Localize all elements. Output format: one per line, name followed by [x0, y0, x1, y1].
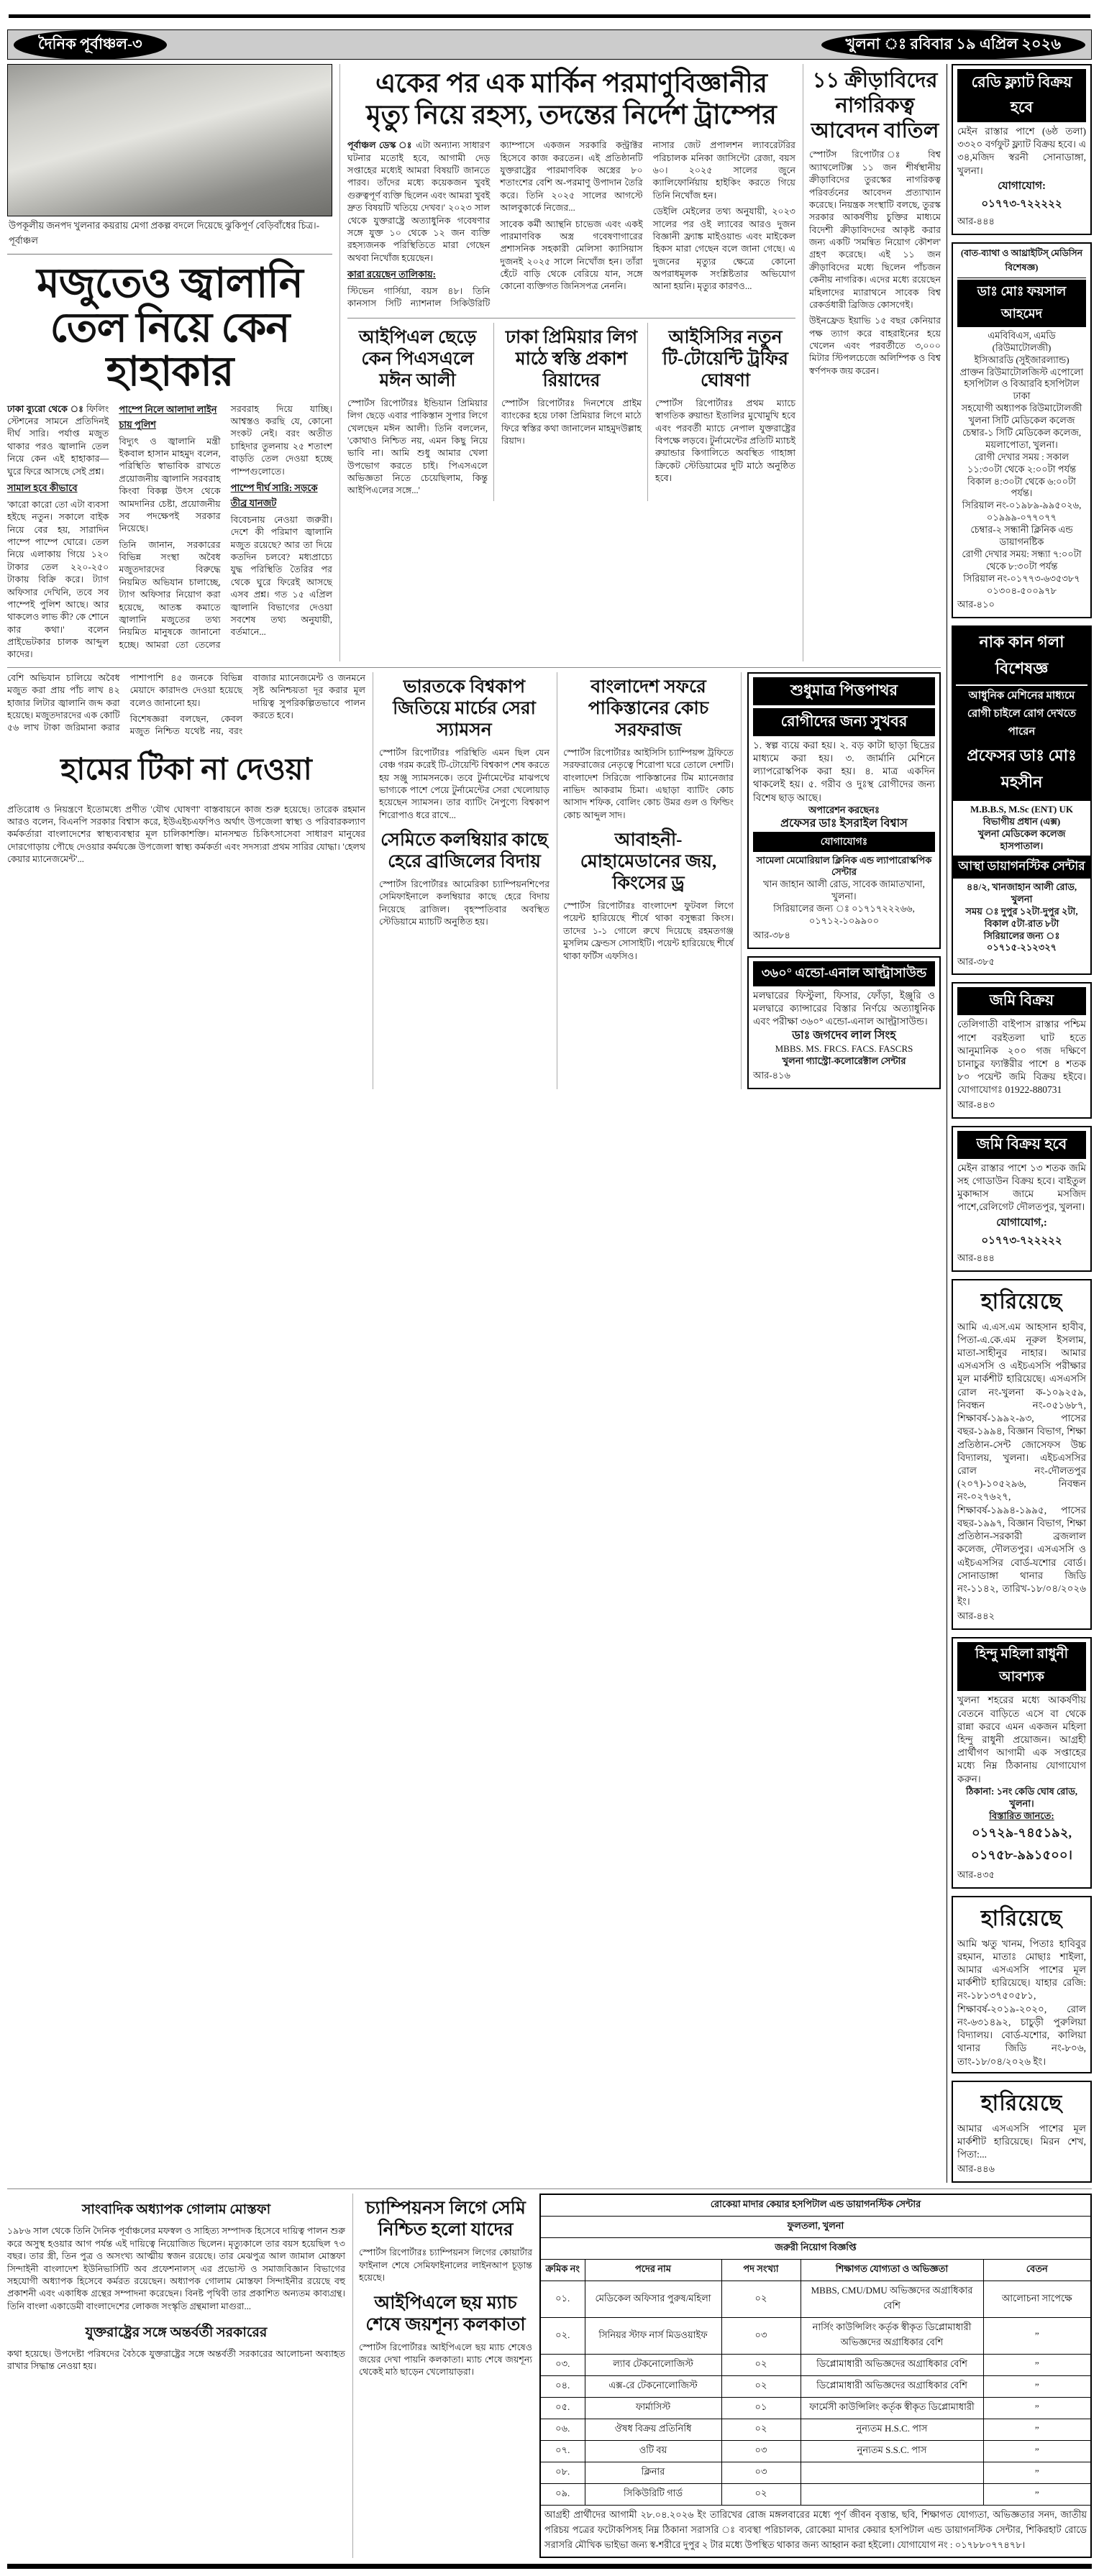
- cell-qualification: MBBS, CMU/DMU অভিজ্ঞদের অগ্রাধিকার বেশি: [801, 2281, 983, 2318]
- gallstone-ad-body: ১. স্বল্প ব্যয়ে করা হয়। ২. বড় কাটা ছাড়া ছিদ্রের মাধ্যমে করা হয়। ৩. জার্মানি মেশিনে ল্যাপরোস্কপিক করা হয়। ৪. মাত্র একদিন থাকলেই হয়। ৫. গরীব ও দুঃস্থ রোগীদের জন্য বিশেষ ছাড় আছে।: [753, 739, 935, 803]
- riyad-body: স্পোর্টস রিপোর্টারঃ দিনশেষে প্রাইম ব্যাংকের হয়ে ঢাকা প্রিমিয়ার লিগে মাঠে ফিরে স্বস্তির কথা জানালেন মাহমুদউল্লাহ রিয়াদ।: [501, 398, 642, 446]
- samson-brazil-column: [373, 672, 550, 1089]
- dr-faisal-detail-line: খুলনা সিটি মেডিকেল কলেজ: [968, 415, 1075, 426]
- gallstone-ad: [747, 672, 941, 949]
- measles-p1: প্রতিরোধ ও নিয়ন্ত্রণে ইতোমধ্যে প্রণীত 'যৌথ ঘোষণা' বাস্তবায়নে কাজ শুরু হয়েছে। তারেক রহমান আরও বলেন, বিএনপি সরকার বিশ্বাস করে, ইউএইচএফপিও অর্থাৎ উপজেলা স্বাস্থ্য ও পরিবারকল্যাণ কর্মকর্তারা বাংলাদেশের স্বাস্থ্যব্যবস্থার মূল চালিকাশক্তি। মানসম্মত চিকিৎসাসেবা সাধারণ মানুষের দোরগোড়ায় পৌছে দেওয়ার কর্মযজ্ঞে উপজেলা স্বাস্থ্য কর্মকর্তা এবং সদস্যরা প্রথম সারির যোদ্ধা। 'হেলথ কেয়ার ম্যানেজমেন্ট'...: [7, 804, 365, 865]
- cell-serial: ০৪.: [540, 2376, 585, 2398]
- cell-salary: ”: [983, 2398, 1091, 2419]
- land-sale-1-body: তেলিগাতী বাইপাস রাস্তার পশ্চিম পাশে বরইতলা ঘাট হতে আনুমানিক ২০০ গজ দক্ষিণে চানাচুর ফ্যাক্টরীর পাশে ৪ শতক ৮০ পয়েন্ট জমি বিক্রয় হইবে। যোগাযোগঃ 01922-880731: [957, 1019, 1086, 1096]
- dr-mohsin-detail-line: M.B.B.S, M.Sc (ENT) UK: [970, 804, 1073, 815]
- lost-1-title: হারিয়েছে: [980, 1289, 1063, 1314]
- job-table-header-row: [540, 2260, 1091, 2281]
- land-sale-ad-2: [952, 1126, 1092, 1272]
- athlete-p1: স্পোর্টস রিপোর্টার ঃ বিশ্ব অ্যাথলেটিক্স ১১ জন শীর্ষস্থানীয় ক্রীড়াবিদের তুরস্কের নাগরিকত্ব পরিবর্তনের আবেদন প্রত্যাখ্যান করেছে। নিয়ন্ত্রক সংস্থাটি বলছে, তুরস্ক সরকার আকর্ষণীয় চুক্তির মাধ্যমে বিদেশী ক্রীড়াবিদদের আকৃষ্ট করার জন্য একটি 'সমন্বিত নিয়োগ কৌশল' গ্রহণ করেছে। এই ১১ জন ক্রীড়াবিদের মধ্যে ছিলেন পাঁচজন কেনীয় নাগরিক। এদের মধ্যে রয়েছেন মহিলাদের ম্যারাথনে সাবেক বিশ্ব রেকর্ডধারী ব্রিজিড কোসগেই।: [809, 150, 941, 310]
- job-table-row: [540, 2419, 1091, 2441]
- cell-salary: ”: [983, 2318, 1091, 2355]
- lost-1-body: আমি এ.এস.এম আহসান হাবীব, পিতা-এ.কে.এম নূরুল ইসলাম, মাতা-সাহীনুর নাহার। আমার এসএসসি ও এইচএসসি পরীক্ষার মূল মার্কশীট হারিয়েছে। এসএসসি রোল নং-খুলনা ক-১০৯২৫৯, নিবন্ধন নং-০৫১৬৮৭, শিক্ষাবর্ষ-১৯৯২-৯৩, পাসের বছর-১৯৯৪, বিজ্ঞান বিভাগ, শিক্ষা প্রতিষ্ঠান-সেন্ট জোসেফস উচ্চ বিদ্যালয়, খুলনা। এইচএসসির রোল নং-দৌলতপুর (২০৭)-১০৫২৯৬, নিবন্ধন নং-০২৭৬২৭, শিক্ষাবর্ষ-১৯৯৪-১৯৯৫, পাসের বছর-১৯৯৭, বিজ্ঞান বিভাগ, শিক্ষা প্রতিষ্ঠান-সরকারী ব্রজলাল কলেজ, দৌলতপুর। এসএসসি ও এইচএসসির বোর্ড-যশোর বোর্ড। সোনাডাঙ্গা থানার জিডি নং-১১৪২, তারিখ-১৮/০৪/২০২৬ ইং।: [957, 1321, 1086, 1608]
- lost-notice-ad-2: [952, 1896, 1092, 2073]
- dr-mohsin-detail-line: বিভাগীয় প্রধান (এক্স): [982, 816, 1061, 828]
- asta-diagnostic-line: সময় ঃ দুপুর ১২টা-দুপুর ২টা, বিকাল ৫টা-রাত ৮টা: [965, 905, 1078, 929]
- cell-post: ঔষধ বিক্রয় প্রতিনিধি: [585, 2419, 721, 2441]
- col-header-count: পদ সংখ্যা: [721, 2260, 801, 2281]
- cell-serial: ০১.: [540, 2281, 585, 2318]
- cell-count: ০২: [721, 2484, 801, 2506]
- job-notice-subtitle: জরুরী নিয়োগ বিজ্ঞপ্তি: [540, 2238, 1091, 2260]
- fuel-story: [7, 64, 332, 661]
- lead-photo: [7, 64, 332, 216]
- job-notice-location: ফুলতলা, খুলনা: [540, 2217, 1091, 2238]
- kolkata-headline: আইপিএলে ছয় ম্যাচ শেষে জয়শূন্য কলকাতা: [365, 2293, 526, 2334]
- cell-serial: ০৯.: [540, 2484, 585, 2506]
- job-table-body: [540, 2281, 1091, 2506]
- lost-3-body: আমার এসএসসি পাশের মূল মার্কশীট হারিয়েছে। মিরন শেখ, পিতা:...: [957, 2122, 1086, 2160]
- obituary-headline: সাংবাদিক অধ্যাপক গোলাম মোস্তফা: [81, 2202, 271, 2218]
- cell-salary: ”: [983, 2441, 1091, 2462]
- dr-faisal-ref: আর-৪১০: [957, 599, 995, 610]
- fuel-p6: বেশি অভিযান চালিয়ে অবৈধ মজুত করা প্রায় পাঁচ লাখ ৪২ হাজার লিটার জ্বালানি জব্দ করা হয়েছে। মজুতদারদের এক কোটি ৫৬ লাখ টাকা জরিমানা করার পাশাপাশি ৪৫ জনকে বিভিন্ন মেয়াদে কারাদণ্ড দেওয়া হয়েছে বলেও জানানো হয়।: [7, 672, 243, 733]
- sarfaraz-article: [563, 672, 734, 822]
- dr-mohsin-ad: [952, 625, 1092, 975]
- endo-ad-doctor: ডাঃ জগদেব লাল সিংহ: [792, 1029, 896, 1042]
- land-sale-ad-1: [952, 982, 1092, 1118]
- fuel-headline: মজুতেও জ্বালানি তেল নিয়ে কেন হাহাকার: [37, 261, 303, 395]
- cell-serial: ০৭.: [540, 2441, 585, 2462]
- endo-ad-creds: MBBS. MS. FRCS. FACS. FASCRS: [775, 1043, 913, 1055]
- asta-diagnostic-details: [957, 881, 1086, 954]
- endo-ad-title: ৩৬০° এন্ডো-এনাল আল্ট্রাসাউন্ড: [753, 961, 935, 986]
- asta-diagnostic-title: আস্থা ডায়াগনস্টিক সেন্টার: [953, 856, 1090, 879]
- kolkata-body: স্পোর্টস রিপোর্টারঃ আইপিএলে ছয় ম্যাচ শেষেও জয়ের দেখা পায়নি কলকাতা। ম্যাচ শেষে জয়শূন্য থেকেই মাঠ ছাড়েন খেলোয়াড়রা।: [359, 2342, 532, 2378]
- champions-headline: চ্যাম্পিয়নস লিগে সেমি নিশ্চিত হলো যাদের: [365, 2199, 526, 2240]
- cell-post: ওটি বয়: [585, 2441, 721, 2462]
- cell-salary: ”: [983, 2419, 1091, 2441]
- land-sale-1-title: জমি বিক্রয়: [957, 987, 1086, 1015]
- cell-post: ফার্মাসিস্ট: [585, 2398, 721, 2419]
- flat-sale-ad: [952, 64, 1092, 235]
- top-rule: [9, 14, 1090, 18]
- nuke-body: [347, 139, 795, 311]
- land-sale-1-ref: আর-৪৪৩: [957, 1099, 995, 1110]
- job-table: [539, 2194, 1092, 2558]
- fuel-p1: ফিলিং স্টেশনের সামনে প্রতিদিনই দীর্ঘ সারি। পর্যাপ্ত মজুত থাকার পরও জ্বালানি তেল নিয়ে কেন এই হাহাকার— ঘুরে ফিরে আসছে সেই প্রশ্ন।: [7, 403, 109, 477]
- dr-faisal-detail-line: বিকাল ৪:৩০টা থেকে ৬:০০টা পর্যন্ত।: [967, 475, 1076, 499]
- measles-headline: হামের টিকা না দেওয়া: [60, 753, 312, 787]
- moeen-body: স্পোর্টস রিপোর্টারঃ ইন্ডিয়ান প্রিমিয়ার লিগ ছেড়ে এবার পাকিস্তান সুপার লিগে খেলছেন মঈন আলী। তিনি বললেন, 'কোথাও নিশ্চিত নয়, এমন কিছু নিয়ে ভাবি না। আমি শুধু আমার খেলা উপভোগ করতে চাই। পিএসএলে অভিজ্ঞতা নিতে চেয়েছিলাম, কিন্তু আইপিএলের সঙ্গে...': [347, 398, 488, 496]
- endo-ad-clinic: খুলনা গ্যাস্ট্রো-কলোরেক্টাল সেন্টার: [782, 1055, 906, 1067]
- cook-wanted-ref: আর-৪৩৫: [957, 1869, 995, 1880]
- gallstone-ad-ref: আর-৩৮৪: [753, 929, 790, 940]
- mid-ads-column: [741, 672, 941, 1089]
- athlete-p2: উইনফ্রেড ইয়াভি ১৫ বছর কেনিয়ার পক্ষ ত্যাগ করে বাহরাইনের হয়ে খেলেন এবং পরবর্তীতে ৩,০০০ মিটার স্টিপলচেজে অলিম্পিক ও বিশ্ব স্বর্ণপদক জয় করেন।: [809, 316, 941, 376]
- flat-sale-ref: আর-৪৪৪: [957, 215, 995, 226]
- cell-serial: ০৮.: [540, 2462, 585, 2484]
- land-sale-2-body: মেইন রাস্তার পাশে ১৩ শতক জমি সহ গোডাউন বিক্রয় হবে। বাইতুল মুকাদ্দাস জামে মসজিদ পাশে,রেলিগেট দৌলতপুর, খুলনা।: [957, 1162, 1086, 1213]
- nuke-p2: স্টিভেন গার্সিয়া, বয়স ৪৮। তিনি কানসাস সিটি ন্যাশনাল সিকিউরিটি ক্যাম্পাসে একজন সরকারি কন্ট্রাক্টর হিসেবে কাজ করতেন। এই প্রতিষ্ঠানটি যুক্তরাষ্ট্রের পারমাণবিক অস্ত্রের ৮০ শতাংশের বেশি অ-পরমাণু উপাদান তৈরি করে। তিনি ২০২৫ সালের আগস্টে আলবুকার্কে নিজের...: [347, 140, 643, 309]
- brazil-headline: সেমিতে কলম্বিয়ার কাছে হেরে ব্রাজিলের বিদায়: [380, 830, 548, 872]
- cell-qualification: ডিপ্লোমাধারী অভিজ্ঞদের অগ্রাধিকার বেশি: [801, 2376, 983, 2398]
- cell-count: ০৩: [721, 2462, 801, 2484]
- cook-wanted-title: হিন্দু মহিলা রাধুনী আবশ্যক: [957, 1642, 1086, 1691]
- cell-serial: ০৬.: [540, 2419, 585, 2441]
- nuke-p1: এটা অন্যান্য সাধারণ ঘটনার মতোই হবে, আগামী দেড় সপ্তাহের মধ্যেই আমরা বিষয়টি জানতে পারব। তাঁদের মধ্যে কয়েকজন খুবই গুরুত্বপূর্ণ ব্যক্তি ছিলেন এবং আমরা খুবই দ্রুত বিষয়টি খতিয়ে দেখব।' ২০২৩ সাল থেকে যুক্তরাষ্ট্রে অত্যাধুনিক গবেষণার সঙ্গে যুক্ত ১০ থেকে ১২ জন ব্যক্তি রহস্যজনক পরিস্থিতিতে মারা গেছেন অথবা নিখোঁজ হয়েছেন।: [347, 140, 491, 263]
- abahoni-body: স্পোর্টস রিপোর্টারঃ বাংলাদেশ ফুটবল লিগে পয়েন্ট হারিয়েছে শীর্ষে থাকা বসুন্ধরা কিংস। তাদের ১-১ গোলে রুখে দিয়েছে রহমতগঞ্জ মুসলিম ফ্রেন্ডস সোসাইটি। পয়েন্ট হারিয়েছে শীর্ষে থাকা ফর্টিস এফসিও।: [563, 901, 734, 961]
- athlete-headline: ১১ ক্রীড়াবিদের নাগরিকত্ব আবেদন বাতিল: [811, 69, 939, 142]
- cell-serial: ০৫.: [540, 2398, 585, 2419]
- icc-article: [655, 323, 795, 501]
- classifieds-column: [947, 64, 1092, 2183]
- fuel-p7: বিশেষজ্ঞরা বলছেন, কেবল মজুত নিশ্চিত যথেষ্ট নয়, বরং বাজার ম্যানেজমেন্ট ও জনমনে সৃষ্ট অনিশ্চয়তা দূর করার মূল দায়িত্ব সুপরিকল্পিতভাবে পালন করতে হবে।: [129, 672, 365, 737]
- asta-diagnostic-line: ৪৪/২, খানজাহান আলী রোড, খুলনা: [966, 881, 1077, 904]
- nuke-p4: নাসার জেট প্রপালশন ল্যাবরেটরির পরিচালক মনিকা জাসিন্টো রেজা, বয়স ৬০। ২০২৫ সালের জুনে ক্যালিফোর্নিয়ায় হাইকিং করতে গিয়ে তিনি নিখোঁজ হন।: [652, 140, 795, 201]
- fuel-subhead-3: পাম্পে দীর্ঘ সারি: সড়কে তীব্র যানজট: [230, 482, 318, 508]
- cell-salary: ”: [983, 2484, 1091, 2506]
- col-header-qualification: শিক্ষাগত যোগ্যতা ও অভিজ্ঞতা: [801, 2260, 983, 2281]
- measles-story: [7, 672, 365, 1089]
- nuke-p3: সাবেক কর্মী অ্যান্থনি চাভেজ এবং একই পারমাণবিক অস্ত্র গবেষণাগারের প্রশাসনিক সহকারী মেলিসা ক্যাসিয়াস দুজনই ২০২৫ সালে নিখোঁজ হন। তাঁরা হেঁটে বাড়ি থেকে বেরিয়ে যান, সঙ্গে কোনো ব্যক্তিগত জিনিসপত্র নেননি।: [500, 219, 643, 292]
- obituary-body: ১৯৮৬ সাল থেকে তিনি দৈনিক পূর্বাঞ্চলের মফস্বল ও সাহিত্য সম্পাদক হিসেবে দায়িত্ব পালন শুরু করে অসুস্থ হওয়ার আগ পর্যন্ত এই দায়িত্বে নিয়োজিত ছিলেন। মৃত্যুকালে তার বয়স হয়েছিল ৭৩ বছর। তার স্ত্রী, তিন পুত্র ও অসংখ্য আত্মীয় স্বজন রয়েছে। তার মেঝপুত্র আল জামাল মোস্তফা সিন্দাইনী বাংলাদেশ ইউনিভার্সিটি অব প্রফেশনালস্ এর প্রভোস্ট ও সমাজবিজ্ঞান বিভাগের সহযোগী অধ্যাপক হিসেবে কর্মরত রয়েছেন। অধ্যাপক গোলাম মোস্তফা সিন্দাইনীর রয়েছে বহু প্রকাশনী এবং একাধিক গ্রন্থের সম্পাদনা করেছেন। বিনষ্ট পৃথিবী তার প্রকাশিত অন্যতম কাব্যগ্রন্থ। তিনি বাংলা একাডেমী বাংলাদেশের লোকজ সংস্কৃতি গ্রন্থমালা মাগুরা...: [7, 2226, 345, 2311]
- cook-wanted-body: খুলনা শহরের মধ্যে আকর্ষণীয় বেতনে বাড়িতে এসে বা থেকে রান্না করবে এমন একজন মহিলা হিন্দু রাধুনী প্রয়োজন। আগ্রহী প্রার্থীগণ আগামী এক সপ্তাহের মধ্যে নিম্ন ঠিকানায় যোগাযোগ করুন।: [957, 1695, 1086, 1784]
- masthead: [7, 29, 1092, 60]
- land-sale-2-title: জমি বিক্রয় হবে: [957, 1131, 1086, 1159]
- dr-faisal-detail-line: চেম্বার-২ সন্ধানী ক্লিনিক এন্ড ডায়াগনষ্টিক: [970, 524, 1073, 548]
- cell-salary: ”: [983, 2355, 1091, 2376]
- job-table-row: [540, 2462, 1091, 2484]
- champions-kolkata-column: [352, 2194, 532, 2558]
- abahoni-article: [563, 825, 734, 963]
- cell-post: সিনিয়র স্টাফ নার্স মিডওয়াইফ: [585, 2318, 721, 2355]
- cell-qualification: নুন্যতম S.S.C. পাস: [801, 2441, 983, 2462]
- cell-salary: ”: [983, 2462, 1091, 2484]
- cook-wanted-phones: ০১৭২৯-৭৪৫১৯২, ০১৭৫৮-৯৯১৫০০।: [970, 1825, 1072, 1862]
- cell-post: এক্স-রে টেকনোলোজিস্ট: [585, 2376, 721, 2398]
- job-table-row: [540, 2441, 1091, 2462]
- col-header-serial: ক্রমিক নং: [540, 2260, 585, 2281]
- cell-count: ০১: [721, 2398, 801, 2419]
- cell-serial: ০২.: [540, 2318, 585, 2355]
- lost-3-ref: আর-৪৪৬: [957, 2163, 995, 2175]
- dr-faisal-detail-line: সিরিয়াল নং-০১৭৭৩-৬৩৫৩৮৭ ০১৩০৪-৫০০৯৭৮: [963, 572, 1080, 596]
- gallstone-ad-title-line1: শুধুমাত্র পিত্তপাথর: [753, 677, 935, 705]
- dr-faisal-ad: [952, 242, 1092, 619]
- lost-2-title: হারিয়েছে: [980, 1906, 1063, 1930]
- dr-faisal-specialty: (বাত-ব্যাথা ও আথ্রাইটিস্ মেডিসিন বিশেষজ্ঞ): [957, 247, 1086, 278]
- riyad-article: [501, 323, 648, 501]
- dr-mohsin-tagline: আধুনিক মেশিনের মাধ্যমে রোগী চাইলে রোগ দেখতে পারেন: [967, 690, 1077, 738]
- bottom-rule: [7, 2564, 1092, 2569]
- dr-faisal-detail-line: ইসিআরডি (সুইজারল্যান্ড): [974, 354, 1070, 365]
- dr-faisal-details: [957, 330, 1086, 597]
- date-badge: খুলনা ঃ রবিবার ১৯ এপ্রিল ২০২৬: [821, 30, 1086, 60]
- dr-faisal-detail-line: এমবিবিএস, এমডি (রিউমাটোলজী): [988, 329, 1056, 353]
- lost-3-title: হারিয়েছে: [980, 2091, 1063, 2115]
- cell-count: ০২: [721, 2419, 801, 2441]
- nuke-p5: ডেইলি মেইলের তথ্য অনুযায়ী, ২০২৩ সালের পর ওই ল্যাবের আরও দুজন বিজ্ঞানী ফ্র্যাঙ্ক মাইওয়ান্ড এবং মাইকেল হিকস মারা গেছেন বলে জানা গেছে। এ দুজনের মৃত্যুর ক্ষেত্রে কোনো অপরাধমূলক সংশ্লিষ্টতার অভিযোগ আনা হয়নি। মৃত্যুর কারণও...: [652, 206, 795, 292]
- dr-mohsin-specialty: নাক কান গলা বিশেষজ্ঞ: [956, 630, 1087, 686]
- cell-serial: ০৩.: [540, 2355, 585, 2376]
- samson-headline: ভারতকে বিশ্বকাপ জিতিয়ে মার্চের সেরা স্যামসন: [393, 677, 536, 740]
- brazil-body: স্পোর্টস রিপোর্টারঃ আমেরিকা চ্যাম্পিয়নশিপের সেমিফাইনালে কলম্বিয়ার কাছে হেরে বিদায় নিয়েছে ব্রাজিল। বৃহস্পতিবার অবস্থিত স্টেডিয়ামে ম্যাচটি অনুষ্ঠিত হয়।: [379, 879, 550, 927]
- gallstone-ad-doctor: প্রফেসর ডাঃ ইসরাইল বিশ্বাস: [780, 817, 908, 830]
- nuke-headline: একের পর এক মার্কিন পরমাণুবিজ্ঞানীর মৃত্যু নিয়ে রহস্য, তদন্তের নির্দেশ ট্রাম্পের: [366, 69, 777, 130]
- moeen-headline: আইপিএল ছেড়ে কেন পিএসএলে মঈন আলী: [358, 327, 477, 390]
- cell-post: মেডিকেল অফিসার পুরুষ/মহিলা: [585, 2281, 721, 2318]
- lost-1-ref: আর-৪৪২: [957, 1610, 995, 1622]
- nuke-subhead-1: কারা রয়েছেন তালিকায়:: [347, 269, 436, 280]
- dr-faisal-detail-line: রোগী দেখার সময় : সকাল ১১:৩০টা থেকে ২:০০টা পর্যন্ত: [967, 451, 1077, 475]
- brazil-article: [379, 825, 550, 929]
- cell-qualification: ফার্মেসী কাউন্সিলিং কর্তৃক স্বীকৃত ডিপ্লোমাধারী: [801, 2398, 983, 2419]
- nuke-story: [339, 64, 795, 661]
- cook-wanted-address: ঠিকানা: ১নং কেডি ঘোষ রোড, খুলনা।: [965, 1785, 1078, 1809]
- dr-mohsin-ref: আর-৩৮৫: [957, 956, 995, 968]
- cell-count: ০৩: [721, 2318, 801, 2355]
- cell-count: ০২: [721, 2281, 801, 2318]
- us-story-headline: যুক্তরাষ্ট্রের সঙ্গে অন্তর্বর্তী সরকারের: [85, 2325, 268, 2341]
- icc-body: স্পোর্টস রিপোর্টারঃ প্রথম ম্যাচে স্বাগতিক রুয়ান্ডা ইতালির মুখোমুখি হবে এবং পরবর্তী ম্যাচে নেপাল যুক্তরাষ্ট্রের বিপক্ষে লড়বে। টুর্নামেন্টের প্রতিটি ম্যাচই রুয়ান্ডার কিগালিতে অবস্থিত গাহাঙ্গা ক্রিকেট স্টেডিয়ামের দুটি মাঠে অনুষ্ঠিত হবে।: [655, 398, 795, 484]
- paper-name-badge: দৈনিক পূর্বাঞ্চল-৩: [14, 30, 167, 60]
- dr-mohsin-banner: [953, 627, 1090, 801]
- cell-post: ক্লিনার: [585, 2462, 721, 2484]
- lost-notice-ad-1: [952, 1279, 1092, 1631]
- job-table-row: [540, 2318, 1091, 2355]
- lost-notice-ad-3: [952, 2081, 1092, 2183]
- cook-wanted-ad: [952, 1637, 1092, 1888]
- job-notice-footer: আগ্রহী প্রার্থীদের আগামী ২৮.০৪.২০২৬ ইং তারিখের রোজ মঙ্গলবারের মধ্যে পূর্ণ জীবন বৃত্তান্ত, ছবি, শিক্ষাগত যোগ্যতা, অভিজ্ঞতার সনদ, জাতীয় পরিচয় পত্রের ফটোকপিসহ নিম্ন ঠিকানা সরাসরি ঃ ব্যবস্থা পরিচালক, রোকেয়া মাদার কেয়ার হসপিটাল এন্ড ডায়াগনস্টিক সেন্টার, শিকিরহাট রোডে সরাসরি মৌখিক ভাইভা জন্য স্ব-শরীরে দুপুর ২ টার মধ্যে উপস্থিত থাকার জন্য আহ্বান করা হইলো। যোগাযোগ নং : ০১৭৮৮০৭৭৪৭৮।: [540, 2506, 1091, 2558]
- gallstone-ad-op-label: অপারেশন করছেনঃ: [808, 804, 880, 815]
- sarfaraz-body: স্পোর্টস রিপোর্টারঃ আইসিসি চ্যাম্পিয়ন্স ট্রফিতে সরফরাজের নেতৃত্বে শিরোপা ঘরে তোলে দেশটি। বাংলাদেশ সিরিজে পাকিস্তানের টিম ম্যানেজার নাভিদ আকরাম চিমা। এছাড়া ব্যাটিং কোচ আসাদ শফিক, বোলিং কোচ উমর গুল ও ফিল্ডিং কোচ আব্দুল সাদ।: [563, 747, 734, 820]
- asta-diagnostic-line: সিরিয়ালের জন্য ঃ ০১৭১৫-২১২৩২৭: [983, 930, 1060, 953]
- dr-faisal-detail-line: সিরিয়াল নং-০১৯৮৯-৯৯৫০২৬, ০১৯৯৯-০৭৭০৭৭: [962, 500, 1082, 523]
- icc-headline: আইসিসির নতুন টি-টোয়েন্টি ট্রফির ঘোষণা: [662, 327, 788, 390]
- cell-salary: ”: [983, 2376, 1091, 2398]
- riyad-headline: ঢাকা প্রিমিয়ার লিগ মাঠে স্বস্তি প্রকাশ রিয়াদের: [505, 327, 638, 390]
- job-table-row: [540, 2281, 1091, 2318]
- fuel-dateline: ঢাকা ব্যুরো থেকে ঃ: [7, 403, 84, 414]
- samson-article: [379, 672, 550, 822]
- us-story-body: কথা হয়েছে। উপদেষ্টা পরিষদের বৈঠকে যুক্তরাষ্ট্রের সঙ্গে অন্তর্বর্তী সরকারের আলোচনা অব্যাহত রাখার সিদ্ধান্ত নেওয়া হয়।: [7, 2349, 345, 2372]
- fuel-p2: 'কারো কারো তো এটা ব্যবসা হইছে নতুন। সকালে বাইক নিয়ে বের হয়, সারাদিন পাম্পে পাম্পে ঘোরে। তেল নিয়ে এলাকায় গিয়ে ১২০ টাকার তেল ২২০-২৫০ টাকায় বিক্রি করে। ট্যাগ অফিসার দেখিনি, তবে সব পাম্পেই পুলিশ আছে। আর থাকলেও লাভ কী? কে শোনে কার কথা।' বলেন প্রাইভেটকার চালক আব্দুল কাদের।: [7, 499, 109, 660]
- main-content: [7, 64, 941, 2183]
- gallstone-ad-title-line2: রোগীদের জন্য সুখবর: [753, 708, 935, 736]
- dr-faisal-detail-line: প্রাক্তন রিউমাটোলজিস্ট এপোলো হসপিটাল ও বিআরবি হসপিটাল ঢাকা: [959, 366, 1084, 402]
- dr-faisal-detail-line: সহযোগী অধ্যাপক রিউমাটোলজী: [961, 403, 1082, 414]
- champions-body: স্পোর্টস রিপোর্টারঃ চ্যাম্পিয়নস লিগের কোয়ার্টার ফাইনাল শেষে সেমিফাইনালের লাইনআপ চূড়ান্ত হয়েছে।: [359, 2247, 532, 2283]
- cell-count: ০৩: [721, 2441, 801, 2462]
- dr-mohsin-detail-line: খুলনা মেডিকেল কলেজ হাসপাতাল।: [977, 828, 1066, 852]
- lead-photo-caption: উপকূলীয় জনপদ খুলনার কয়রায় মেগা প্রকল্প বদলে দিয়েছে ঝুকিপূর্ণ বেড়িবাঁধের চিত্র।-পূর্বাঞ্চল: [7, 216, 332, 255]
- cell-salary: আলোচনা সাপেক্ষে: [983, 2281, 1091, 2318]
- job-table-row: [540, 2398, 1091, 2419]
- fuel-subhead-1: সামাল হবে কীভাবে: [7, 482, 78, 493]
- endo-ad-body: মলদ্বারের ফিস্টুলা, ফিসার, ফোঁড়া, ইঞ্জুরি ও মলদ্বারে ক্যান্সারের বিস্তার নির্ণয়ে অত্যাধুনিক এবং পরীক্ষা ৩৬০° এন্ডো-এনাল আল্ট্রাসাউন্ড।: [753, 989, 935, 1027]
- cell-qualification: ডিপ্লোমাধারী অভিজ্ঞদের অগ্রাধিকার বেশি: [801, 2355, 983, 2376]
- fuel-subhead-2: পাম্পে নিলে আলাদা লাইন চায় পুলিশ: [119, 403, 217, 430]
- job-table-row: [540, 2376, 1091, 2398]
- endo-ad-ref: আর-৪১৬: [753, 1070, 790, 1081]
- sarfaraz-headline: বাংলাদেশ সফরে পাকিস্তানের কোচ সরফরাজ: [588, 677, 709, 740]
- flat-sale-title: রেডি ফ্ল্যাট বিক্রয় হবে: [957, 69, 1086, 122]
- kolkata-article: [359, 2288, 532, 2379]
- dr-mohsin-name: প্রফেসর ডাঃ মোঃ মহসীন: [967, 746, 1077, 792]
- dr-faisal-detail-line: চেম্বার-১ সিটি মেডিকেল কলেজ, ময়লাপোতা, খুলনা।: [962, 427, 1082, 450]
- endo-ultrasound-ad: [747, 956, 941, 1089]
- fuel-p5: বিবেচনায় নেওয়া জরুরী। দেশে কী পরিমাণ জ্বালানি মজুত রয়েছে? আর তা দিয়ে কতদিন চলবে? মধ্যপ্রাচ্যে যুদ্ধ পরিস্থিতি তৈরির পর থেকে ঘুরে ফিরেই আসছে এসব প্রশ্ন। গত ১৫ এপ্রিল জ্বালানি বিভাগের দেওয়া সবশেষ তথ্য অনুযায়ী, বর্তমানে...: [230, 514, 332, 638]
- flat-sale-body: মেইন রাস্তার পাশে (৬ষ্ঠ তলা) ৩৩২০ বর্গফুট ফ্ল্যাট বিক্রয় হবে। এ ৩৪,মজিদ স্বরনী সোনাডাঙ্গা, খুলনা।: [957, 126, 1086, 176]
- samson-body: স্পোর্টস রিপোর্টারঃ পরিস্থিতি এমন ছিল যেন বেঞ্চ গরম করেই টি-টোয়েন্টি বিশ্বকাপ শেষ করতে হয় সঞ্জু স্যামসনকে। তবে টুর্নামেন্টের মাঝপথে ভাগ্যকে পাশে পেয়ে টুর্নামেন্টের সেরা খেলোয়াড় হয়েছেন স্যামসন। তার ব্যাটিং নৈপুণ্যে বিশ্বকাপ শিরোপাও ধরে রাখে...: [379, 747, 550, 820]
- col-header-post: পদের নাম: [585, 2260, 721, 2281]
- cell-qualification: নুন্যতম H.S.C. পাস: [801, 2419, 983, 2441]
- job-notice-title: রোকেয়া মাদার কেয়ার হসপিটাল এন্ড ডায়াগনস্টিক সেন্টার: [540, 2194, 1091, 2217]
- flat-sale-contact: যোগাযোগ: ০১৭৭৩-৭২২২২২: [981, 180, 1062, 210]
- col-header-salary: বেতন: [983, 2260, 1091, 2281]
- job-notice: [539, 2194, 1092, 2558]
- fuel-p3: বিদ্যুৎ ও জ্বালানি মন্ত্রী ইকবাল হাসান মাহমুদ বলেন, পরিস্থিতি স্বাভাবিক রাখতে প্রয়োজনীয় জ্বালানি সরবরাহ কিংবা বিকল্প উৎস থেকে আমদানির চেষ্টা, প্রয়োজনীয় সব পদক্ষেপই সরকার নিয়েছে।: [119, 436, 221, 534]
- gallstone-ad-address: খান জাহান আলী রোড, সাবেক জামাতখানা, খুলনা।: [763, 879, 925, 902]
- moeen-article: [347, 323, 494, 501]
- abahoni-headline: আবাহনী-মোহামেডানের জয়, কিংসের ড্র: [580, 830, 717, 894]
- athlete-story: [803, 64, 941, 661]
- land-sale-2-ref: আর-৪৪৪: [957, 1252, 995, 1263]
- cell-count: ০২: [721, 2355, 801, 2376]
- cook-wanted-more-label: বিস্তারিত জানতে:: [989, 1810, 1054, 1821]
- job-table-row: [540, 2484, 1091, 2506]
- land-sale-2-contact: যোগাযোগ,: ০১৭৭৩-৭২২২২২: [981, 1216, 1062, 1247]
- lost-2-body: আমি ঋতু খানম, পিতাঃ হাবিবুর রহমান, মাতাঃ মোছাঃ শাইলা, আমার এসএসসি পাশের মূল মার্কশীট হারিয়েছে। যাহার রেজি: নং-১৮১৩৭৫০৫৮১, শিক্ষাবর্ষ-২০১৯-২০২০, রোল নং-৬৩১৪৯২, চাচুড়ী পুরুলিয়া বিদ্যালয়। বোর্ড-যশোর, কালিয়া থানার জিডি নং-৮০৬, তাং-১৮/০৪/২০২৬ ইং।: [957, 1938, 1086, 2067]
- gallstone-ad-clinic: সামেলা মেমোরিয়াল ক্লিনিক এন্ড ল্যাপারোস্কপিক সেন্টার: [756, 854, 932, 878]
- cell-post: সিকিউরিটি গার্ড: [585, 2484, 721, 2506]
- dr-faisal-name: ডাঃ মোঃ ফয়সাল আহমেদ: [957, 280, 1086, 327]
- champions-article: [359, 2194, 532, 2284]
- fuel-p4: তিনি জানান, সরকারের বিভিন্ন সংস্থা অবৈধ মজুতদারদের বিরুদ্ধে নিয়মিত অভিযান চালাচ্ছে, ট্যাগ অফিসার নিয়োগ করা হয়েছে, আতঙ্ক কমাতে জ্বালানি মজুতের তথ্য নিয়মিত মানুষকে জানানো হচ্ছে। আমরা তো তেলের সরবরাহ দিয়ে যাচ্ছি। আশ্বস্তও করছি যে, কোনো সংকট নেই। বরং অতীত চাহিদার তুলনায় ২৫ শতাংশ বাড়তি তেল দেওয়া হচ্ছে পাম্পগুলোতে।: [119, 403, 332, 650]
- cell-count: ০২: [721, 2376, 801, 2398]
- dr-faisal-detail-line: রোগী দেখার সময়: সন্ধ্যা ৭:০০টা থেকে ৮:৩০টা পর্যন্ত: [962, 548, 1082, 572]
- job-table-row: [540, 2355, 1091, 2376]
- nuke-dateline: পূর্বাঞ্চল ডেস্ক ঃ: [347, 140, 413, 151]
- dr-mohsin-details: [957, 804, 1086, 853]
- cell-qualification: [801, 2462, 983, 2484]
- cell-qualification: [801, 2484, 983, 2506]
- gallstone-ad-serial: সিরিয়ালের জন্য ঃ ০১৭১৭২২২৬৬, ০১৭১২-১০৯৯০০: [773, 903, 915, 926]
- gallstone-ad-contact-label: যোগাযোগঃ: [753, 832, 935, 852]
- fuel-body: [7, 403, 332, 661]
- sarfaraz-abahoni-column: [557, 672, 734, 1089]
- cell-qualification: নার্সিং কাউন্সিলিং কর্তৃক স্বীকৃত ডিপ্লোমাধারী অভিজ্ঞদের অগ্রাধিকার বেশি: [801, 2318, 983, 2355]
- obituary-column: [7, 2194, 345, 2558]
- cell-post: ল্যাব টেকনোলোজিস্ট: [585, 2355, 721, 2376]
